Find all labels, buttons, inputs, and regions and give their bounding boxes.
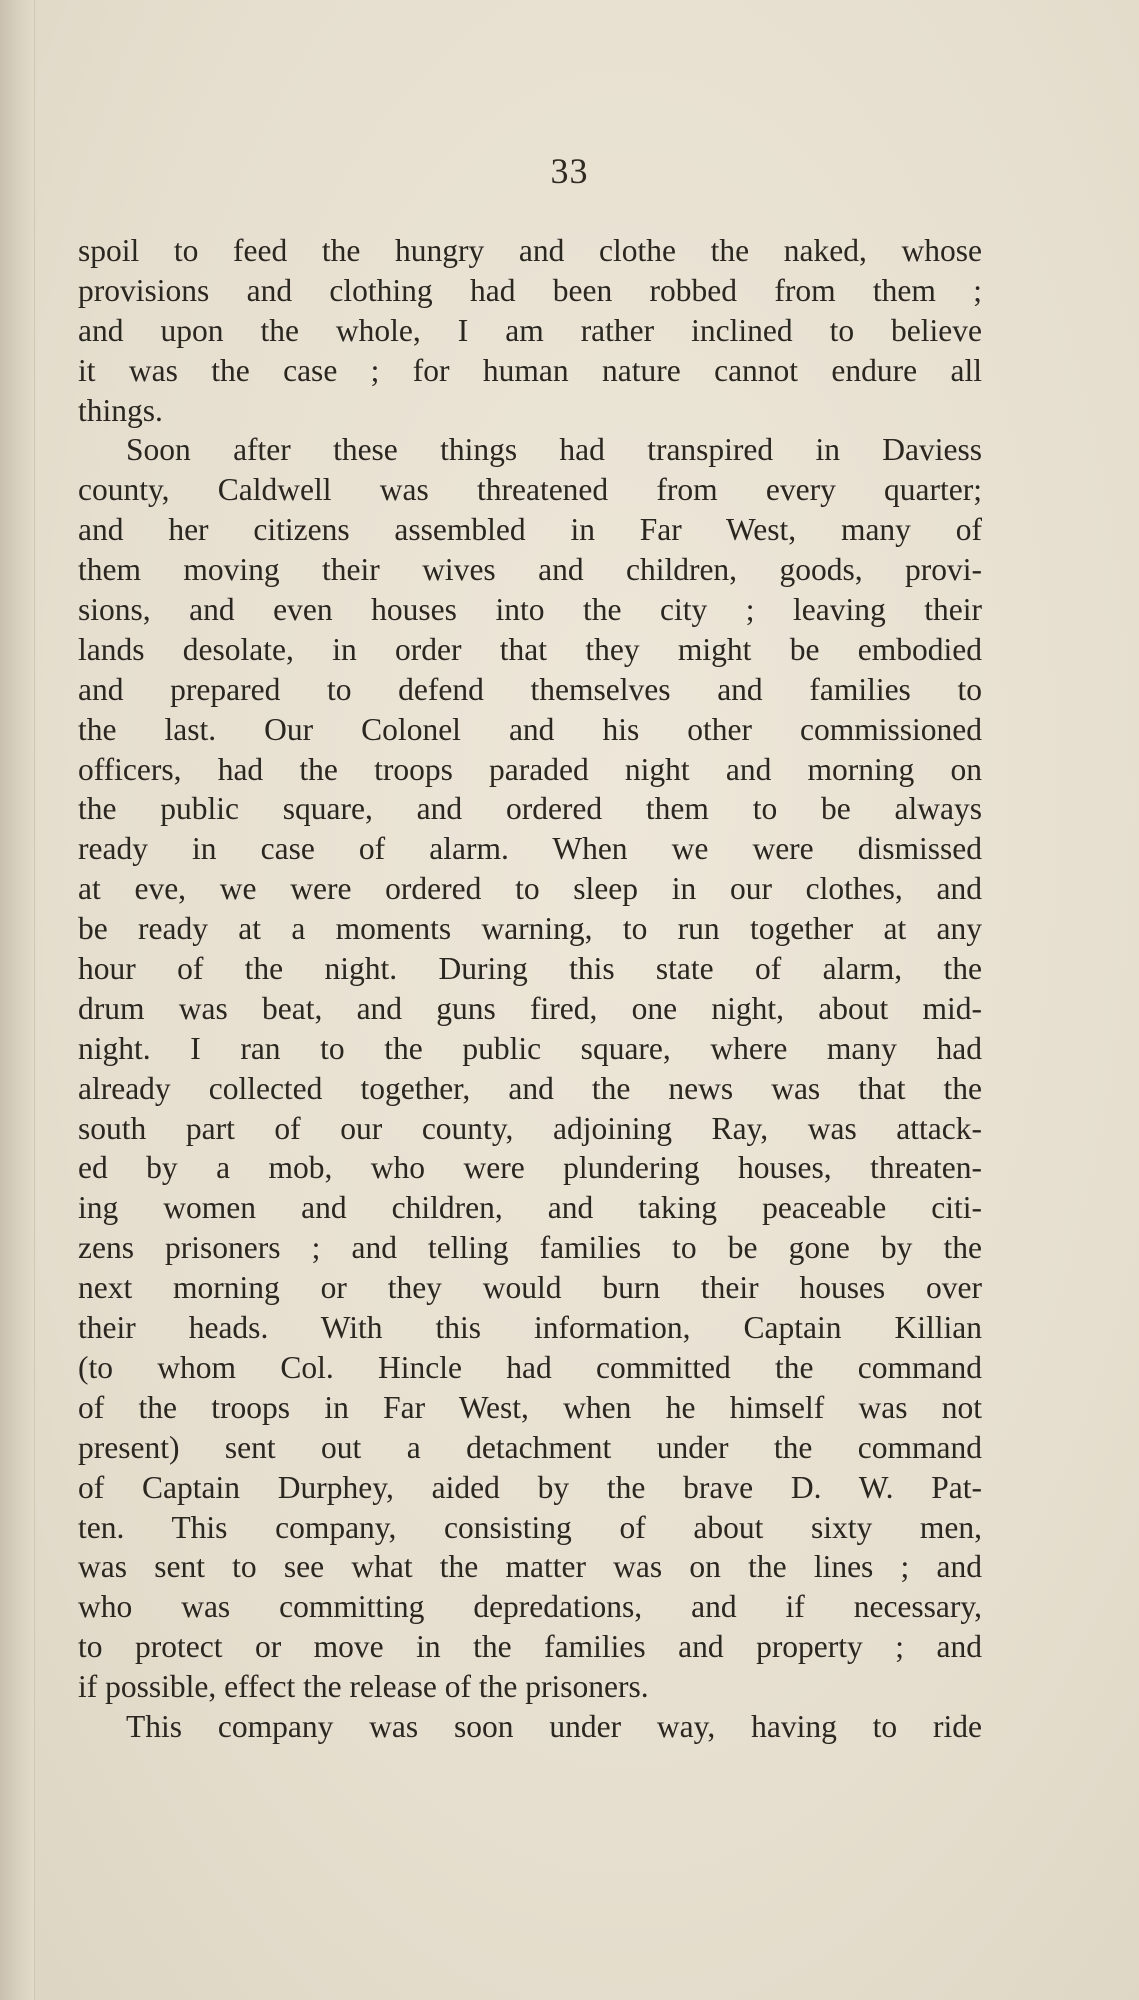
text-line: spoil to feed the hungry and clothe the naked, whose	[78, 233, 982, 268]
text-line: the public square, and ordered them to be always	[78, 791, 982, 827]
page-number: 33	[550, 151, 589, 191]
body-text	[78, 231, 982, 1747]
text-line: was sent to see what the matter was on the lines ; and	[78, 1549, 982, 1585]
text-line: things.	[78, 392, 163, 428]
text-line: at eve, we were ordered to sleep in our clothes, and	[78, 871, 982, 907]
text-line: (to whom Col. Hincle had committed the command	[78, 1349, 982, 1385]
text-line: and her citizens assembled in Far West, many of	[78, 512, 982, 548]
text-line: ing women and children, and taking peaceable citi-	[78, 1190, 982, 1226]
text-line: of Captain Durphey, aided by the brave D. W. Pat-	[78, 1469, 982, 1505]
text-line: and prepared to defend themselves and families to	[78, 671, 982, 707]
text-line: already collected together, and the news was that the	[78, 1070, 982, 1106]
text-line: lands desolate, in order that they might be embodied	[78, 631, 982, 667]
text-line: and upon the whole, I am rather inclined to believe	[78, 312, 982, 348]
text-line: be ready at a moments warning, to run together at any	[78, 911, 982, 947]
text-line: next morning or they would burn their houses over	[78, 1270, 982, 1306]
text-line: to protect or move in the families and property ; and	[78, 1629, 982, 1665]
binding-edge	[0, 0, 35, 2000]
text-line: south part of our county, adjoining Ray, was attack-	[78, 1110, 982, 1146]
text-line: zens prisoners ; and telling families to be gone by the	[78, 1230, 982, 1266]
text-line: ed by a mob, who were plundering houses, threaten-	[78, 1150, 982, 1186]
text-line: present) sent out a detachment under the command	[78, 1429, 982, 1465]
text-line: their heads. With this information, Captain Killian	[78, 1310, 982, 1346]
text-line: if possible, effect the release of the prisoners.	[78, 1669, 649, 1705]
text-line: night. I ran to the public square, where many had	[78, 1030, 982, 1066]
text-line: it was the case ; for human nature cannot endure all	[78, 352, 982, 388]
text-line: county, Caldwell was threatened from every quarter;	[78, 472, 982, 508]
text-line: who was committing depredations, and if necessary,	[78, 1589, 982, 1625]
text-line: of the troops in Far West, when he himself was not	[78, 1389, 982, 1425]
text-line: them moving their wives and children, goods, provi-	[78, 552, 982, 588]
text-line: This company was soon under way, having to ride	[126, 1708, 982, 1744]
text-line: hour of the night. During this state of alarm, the	[78, 951, 982, 987]
text-line: officers, had the troops paraded night and morning on	[78, 751, 982, 787]
text-line: the last. Our Colonel and his other commissioned	[78, 711, 982, 747]
text-line: ready in case of alarm. When we were dismissed	[78, 831, 982, 867]
text-line: ten. This company, consisting of about sixty men,	[78, 1509, 982, 1545]
text-line: provisions and clothing had been robbed from them ;	[78, 272, 982, 308]
text-line: sions, and even houses into the city ; leaving their	[78, 592, 982, 628]
text-line: Soon after these things had transpired in Daviess	[126, 432, 982, 468]
text-line: drum was beat, and guns fired, one night, about mid-	[78, 990, 982, 1026]
